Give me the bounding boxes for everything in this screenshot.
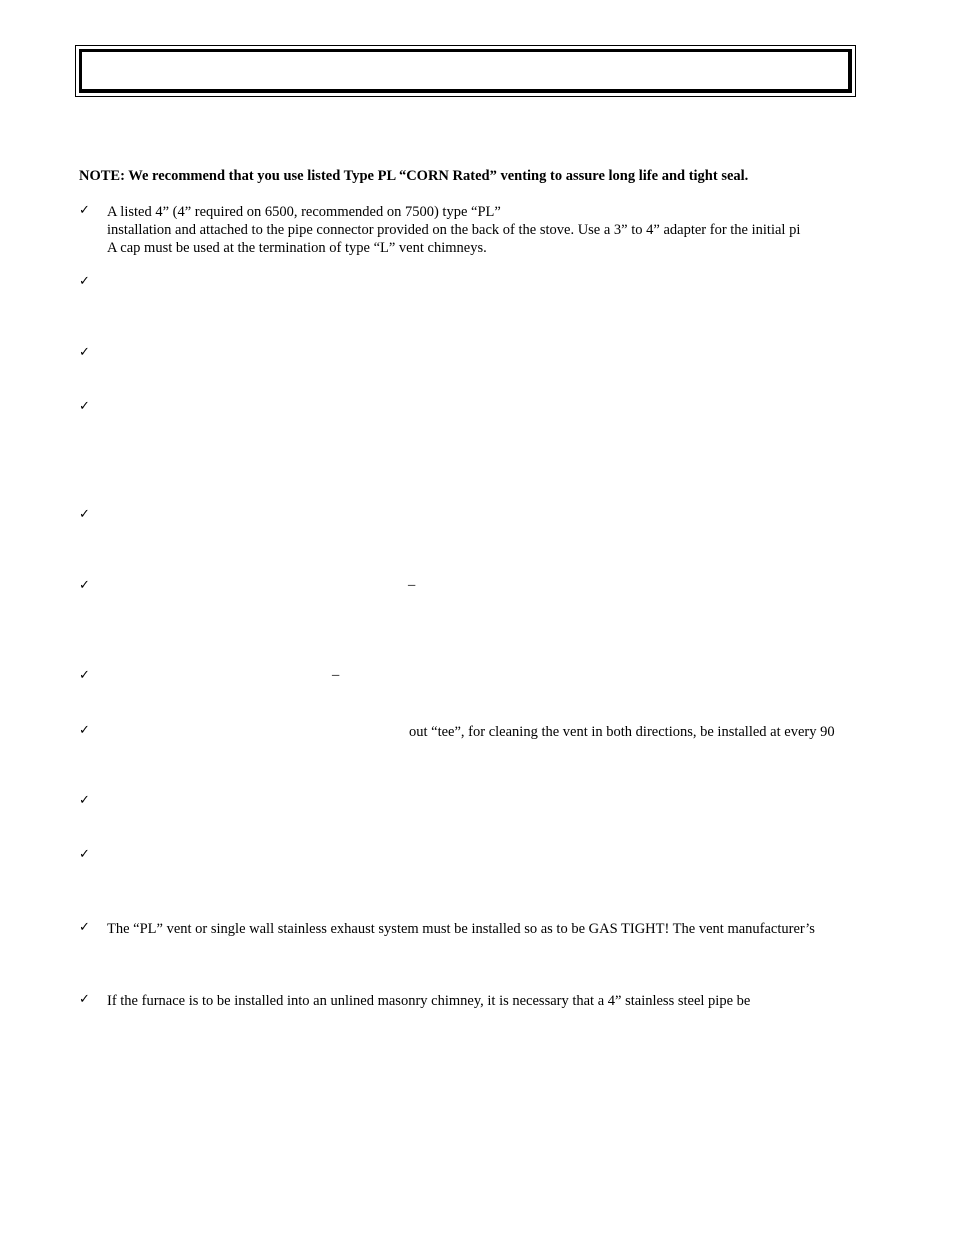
item1-line2: installation and attached to the pipe connector provided on the back of the stove. Use a 3” to 4” adapter for the initial pi bbox=[107, 222, 801, 238]
title-frame bbox=[75, 45, 856, 97]
item1-line1: A listed 4” (4” required on 6500, recommended on 7500) type “PL” bbox=[107, 204, 501, 220]
checkmark-icon: ✓ bbox=[79, 345, 90, 360]
checkmark-icon: ✓ bbox=[79, 992, 90, 1007]
checkmark-icon: ✓ bbox=[79, 578, 90, 593]
checkmark-icon: ✓ bbox=[79, 507, 90, 522]
item8-fragment: out “tee”, for cleaning the vent in both directions, be installed at every 90 bbox=[409, 724, 835, 740]
checkmark-icon: ✓ bbox=[79, 274, 90, 289]
item11-text: The “PL” vent or single wall stainless exhaust system must be installed so as to be GAS TIGHT! The vent manufacturer’s bbox=[107, 921, 815, 937]
checkmark-icon: ✓ bbox=[79, 793, 90, 808]
dash-fragment: – bbox=[408, 577, 416, 593]
checkmark-icon: ✓ bbox=[79, 203, 90, 218]
checkmark-icon: ✓ bbox=[79, 847, 90, 862]
dash-fragment: – bbox=[332, 667, 340, 683]
item1-line3: A cap must be used at the termination of type “L” vent chimneys. bbox=[107, 240, 487, 256]
item12-text: If the furnace is to be installed into an unlined masonry chimney, it is necessary that a 4” stainless steel pipe be bbox=[107, 993, 751, 1009]
checkmark-icon: ✓ bbox=[79, 668, 90, 683]
checkmark-icon: ✓ bbox=[79, 723, 90, 738]
venting-note: NOTE: We recommend that you use listed Type PL “CORN Rated” venting to assure long life and tight seal. bbox=[79, 168, 749, 184]
checkmark-icon: ✓ bbox=[79, 920, 90, 935]
checkmark-icon: ✓ bbox=[79, 399, 90, 414]
title-frame-inner bbox=[79, 49, 852, 93]
